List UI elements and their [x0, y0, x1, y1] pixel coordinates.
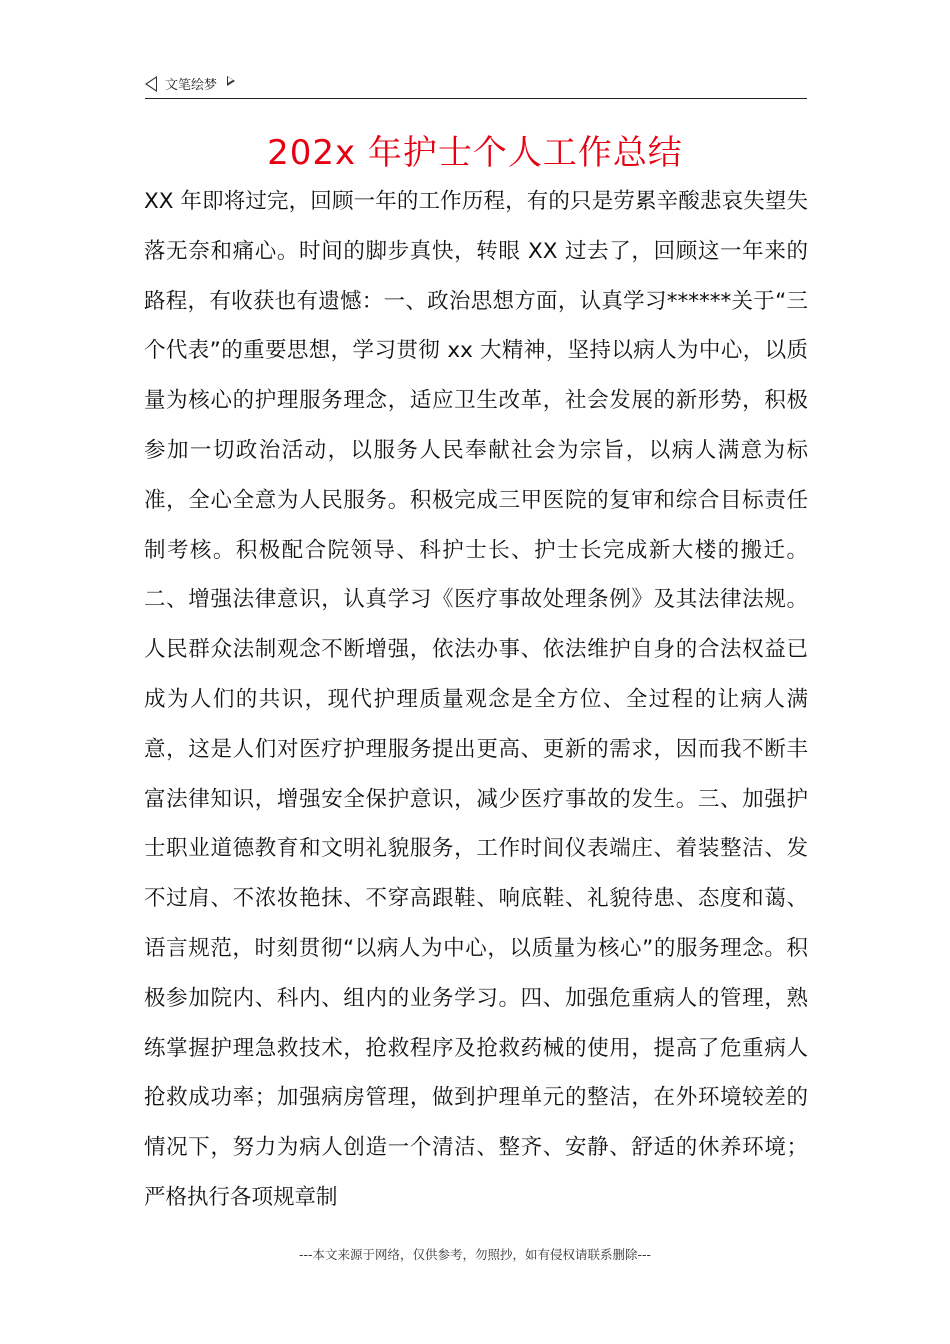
page-header — [145, 72, 807, 99]
document-title: 202x 年护士个人工作总结 — [267, 133, 683, 173]
header-brand-group — [145, 74, 235, 93]
document-body — [144, 177, 808, 1223]
body-paragraph: XX 年即将过完，回顾一年的工作历程，有的只是劳累辛酸悲哀失望失落无奈和痛心。时间的脚步真快，转眼 XX 过去了，回顾这一年来的路程，有收获也有遗憾：一、政治思想方面，认真学习******关于“三个代表”的重要思想，学习贯彻 xx 大精神，坚持以病人为中心，以质量为核心的护理服务理念，适应卫生改革，社会发展的新形势，积极参加一切政治活动，以服务人民奉献社会为宗旨，以病人满意为标准，全心全意为人民服务。积极完成三甲医院的复审和综合目标责任制考核。积极配合院领导、科护士长、护士长完成新大楼的搬迁。二、增强法律意识，认真学习《医疗事故处理条例》及其法律法规。人民群众法制观念不断增强，依法办事、依法维护自身的合法权益已成为人们的共识，现代护理质量观念是全方位、全过程的让病人满意，这是人们对医疗护理服务提出更高、更新的需求，因而我不断丰富法律知识，增强安全保护意识，减少医疗事故的发生。三、加强护士职业道德教育和文明礼貌服务，工作时间仪表端庄、着装整洁、发不过肩、不浓妆艳抹、不穿高跟鞋、响底鞋、礼貌待患、态度和蔼、语言规范，时刻贯彻“以病人为中心，以质量为核心”的服务理念。积极参加院内、科内、组内的业务学习。四、加强危重病人的管理，熟练掌握护理急救技术，抢救程序及抢救药械的使用，提高了危重病人抢救成功率；加强病房管理，做到护理单元的整洁，在外环境较差的情况下，努力为病人创造一个清洁、整齐、安静、舒适的休养环境；严格执行各项规章制 — [144, 189, 808, 1210]
triangle-right-icon — [227, 76, 235, 86]
triangle-left-icon — [145, 76, 157, 92]
header-brand: 文笔绘梦 — [165, 78, 218, 93]
footer-notice: ---本文来源于网络，仅供参考，勿照抄，如有侵权请联系删除--- — [298, 1247, 652, 1262]
